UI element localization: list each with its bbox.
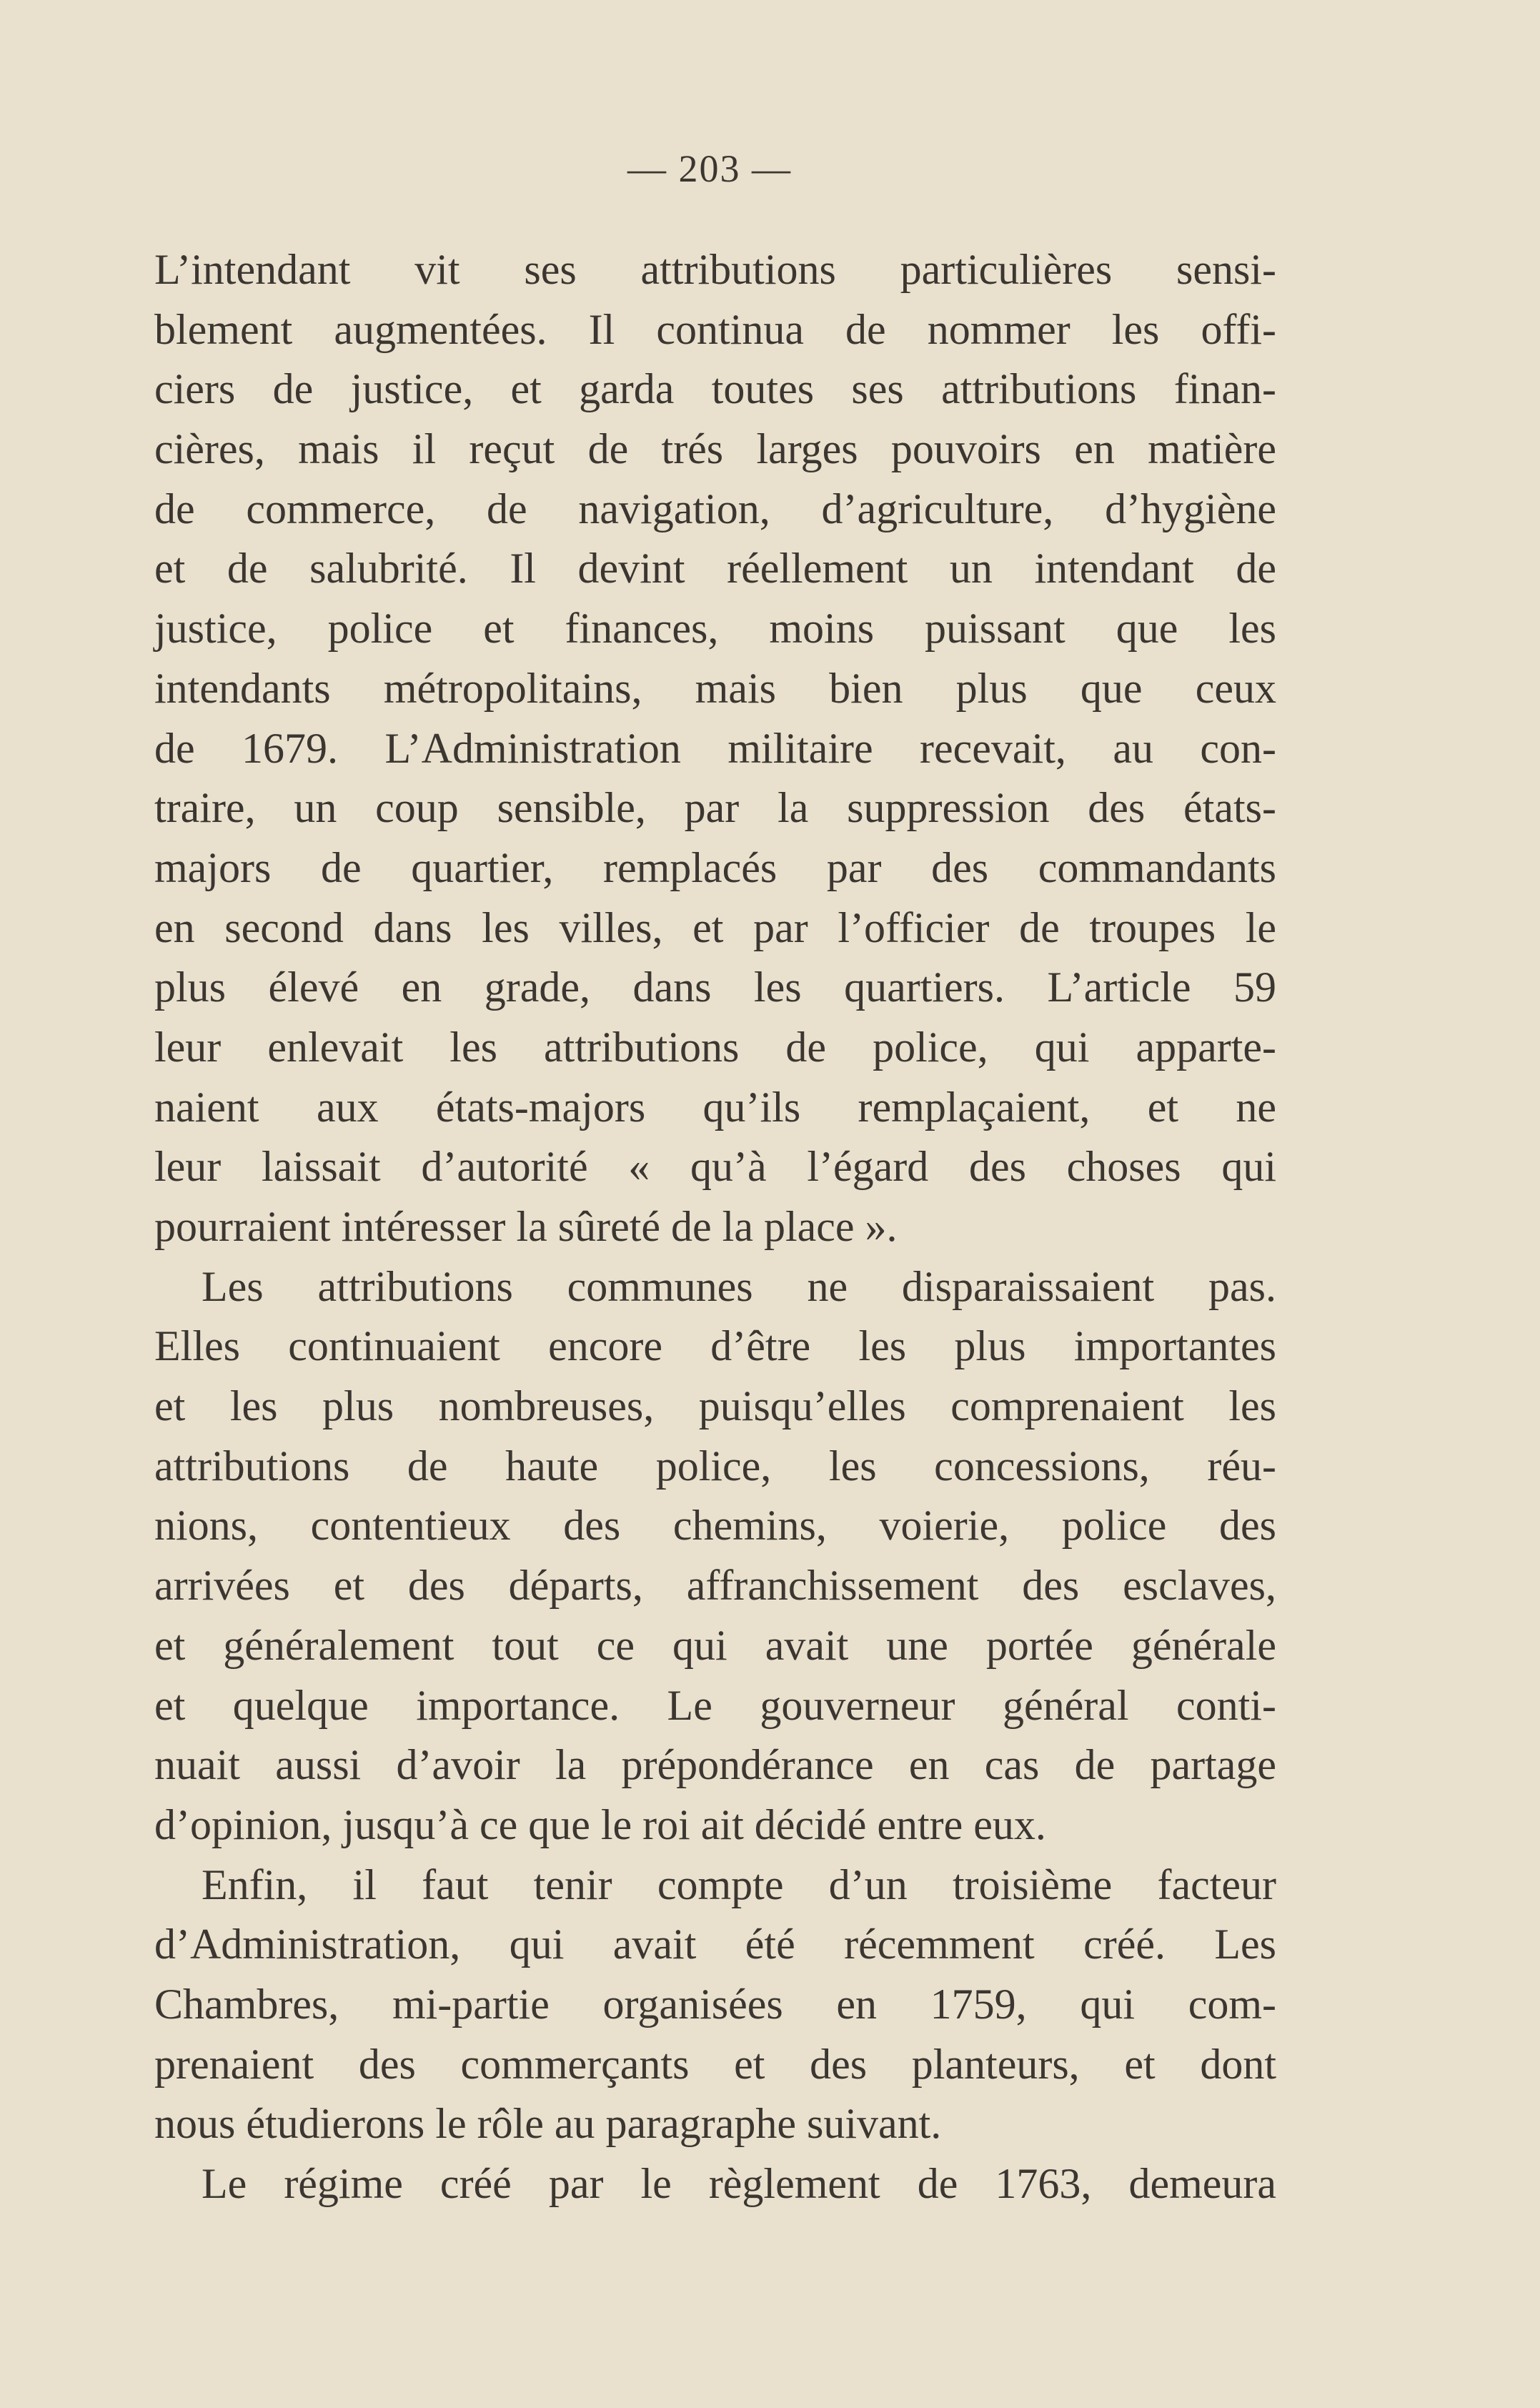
text-line: leur laissait d’autorité « qu’à l’égard des choses qui	[154, 1143, 1276, 1191]
text-line: Les attributions communes ne disparaissaient pas.	[202, 1262, 1276, 1310]
text-line: Elles continuaient encore d’être les plus importantes	[154, 1322, 1276, 1370]
text-line: arrivées et des départs, affranchissement des esclaves,	[154, 1562, 1276, 1610]
text-line: Le régime créé par le règlement de 1763, demeura	[202, 2160, 1276, 2207]
text-line: attributions de haute police, les concessions, réu-	[154, 1442, 1276, 1490]
text-line: en second dans les villes, et par l’officier de troupes le	[154, 903, 1276, 951]
text-line: et généralement tout ce qui avait une portée générale	[154, 1621, 1276, 1669]
text-line: Enfin, il faut tenir compte d’un troisième facteur	[202, 1860, 1276, 1908]
text-line: nuait aussi d’avoir la prépondérance en cas de partage	[154, 1741, 1276, 1789]
text-line: pourraient intéresser la sûreté de la place ».	[154, 1203, 898, 1250]
text-line: plus élevé en grade, dans les quartiers. L’article 59	[154, 963, 1276, 1011]
text-line: nions, contentieux des chemins, voierie, police des	[154, 1502, 1276, 1550]
text-line: cières, mais il reçut de trés larges pouvoirs en matière	[154, 425, 1276, 473]
text-line: naient aux états-majors qu’ils remplaçaient, et ne	[154, 1083, 1276, 1131]
text-line: traire, un coup sensible, par la suppression des états-	[154, 784, 1276, 832]
text-line: L’intendant vit ses attributions particulières sensi-	[154, 246, 1276, 293]
text-line: intendants métropolitains, mais bien plus que ceux	[154, 664, 1276, 712]
text-line: justice, police et finances, moins puissant que les	[154, 605, 1276, 653]
text-line: et les plus nombreuses, puisqu’elles comprenaient les	[154, 1382, 1276, 1430]
text-line: leur enlevait les attributions de police, qui apparte-	[154, 1023, 1276, 1071]
text-line: de 1679. L’Administration militaire recevait, au con-	[154, 724, 1276, 772]
text-line: prenaient des commerçants et des planteurs, et dont	[154, 2040, 1276, 2088]
text-line: d’Administration, qui avait été récemment créé. Les	[154, 1921, 1276, 1968]
text-line: d’opinion, jusqu’à ce que le roi ait décidé entre eux.	[154, 1800, 1046, 1848]
body-text	[154, 240, 1276, 2214]
text-line: et de salubrité. Il devint réellement un intendant de	[154, 545, 1276, 593]
text-line: blement augmentées. Il continua de nommer les offi-	[154, 305, 1276, 353]
page-number: — 203 —	[627, 147, 792, 190]
text-line: et quelque importance. Le gouverneur général conti-	[154, 1681, 1276, 1729]
text-line: Chambres, mi-partie organisées en 1759, qui com-	[154, 1980, 1276, 2028]
text-line: majors de quartier, remplacés par des commandants	[154, 843, 1276, 891]
text-line: nous étudierons le rôle au paragraphe suivant.	[154, 2100, 942, 2148]
text-line: ciers de justice, et garda toutes ses attributions finan-	[154, 365, 1276, 413]
text-line: de commerce, de navigation, d’agriculture, d’hygiène	[154, 485, 1276, 532]
